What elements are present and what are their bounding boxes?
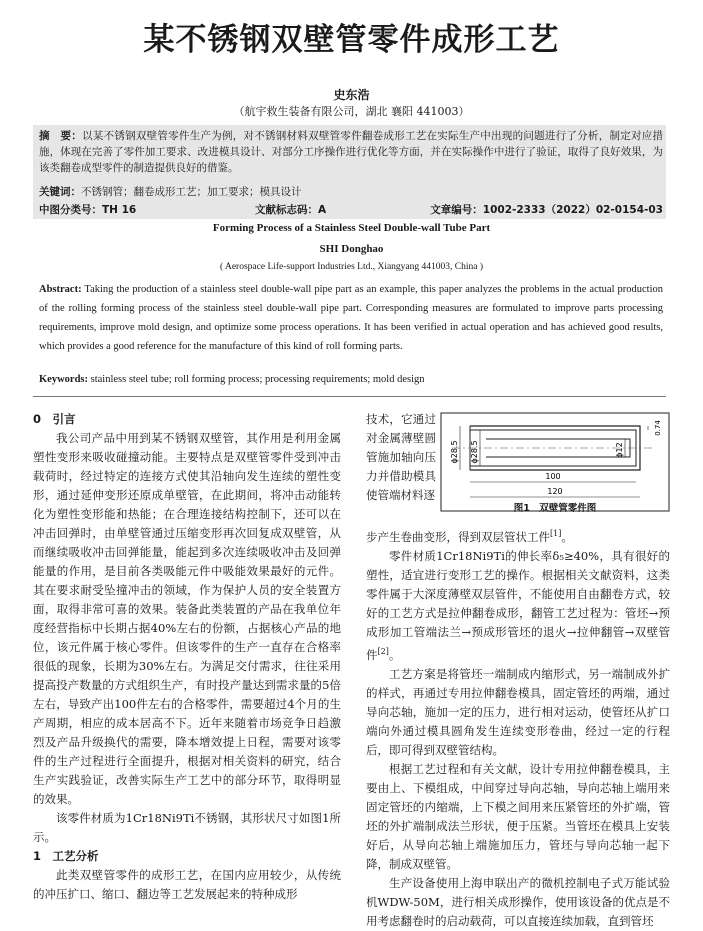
dim-outer-diameter: ϕ28.5 xyxy=(450,440,459,464)
figure-double-wall-tube xyxy=(440,412,670,512)
english-affiliation: ( Aerospace Life-support Industries Ltd., Xiangyang 441003, China ) xyxy=(219,262,484,272)
heading-process-analysis: 1 工艺分析 xyxy=(33,849,99,863)
clc-number: 中图分类号：TH 16 xyxy=(39,204,137,216)
dim-width-1: ϕ28.5 xyxy=(470,440,479,464)
wrap-end-text: 步产生卷曲变形，得到双层管状工件 xyxy=(366,529,550,544)
heading-introduction: 0 引言 xyxy=(33,412,76,426)
intro-paragraph-2: 该零件材质为1Cr18Ni9Ti不锈钢，其形状尺寸如图1所示。 xyxy=(33,811,341,844)
author: 史东浩 xyxy=(333,88,370,102)
dim-inner-diameter: ϕ12 xyxy=(615,442,624,458)
analysis-paragraph-1: 此类双壁管零件的成形工艺，在国内应用较少，从传统的冲压扩口、缩口、翻边等工艺发展起来的特种成形 xyxy=(33,868,341,901)
equipment-paragraph: 生产设备使用上海申联出产的微机控制电子式万能试验机WDW-50M，进行相关成形操作，使用该设备的优点是不用考虑翻卷时的启动载荷，可以直接连续加载，直到管坯 xyxy=(366,875,670,928)
left-column xyxy=(33,410,341,904)
abstract-en-text: Taking the production of a stainless steel double-wall pipe part as an example, this paper analyzes the problems in the actual production of the rolling forming process of the stainless steel double-wall pipe part. Corresponding measures are formulated to improve parts processing requirements, improve mold design, and optimize some process operations. It has been verified in actual operation and has achieved good results, which provides a good reference for the manufacture of this kind of roll forming parts. xyxy=(39,284,663,352)
keywords-zh-label: 关键词： xyxy=(39,186,81,198)
reference-1: [1] xyxy=(550,529,562,538)
figure-caption: 图1 双壁管零件图 xyxy=(513,503,597,514)
paper-title: 某不锈钢双壁管零件成形工艺 xyxy=(143,22,560,58)
material-paragraph: 零件材质1Cr18Ni9Ti的伸长率δ₅≥40%，具有很好的塑性，适宜进行变形工艺的操作。根据相关文献资料，这类零件属于大深度薄壁双层管件，不能使用自由翻卷方式，较好的工艺方式是拉伸翻卷成形，翻管工艺过程为：管坯→预成形加工管端法兰→预成形管坯的退火→拉伸翻管→双壁管件[2]。 xyxy=(366,548,670,662)
english-author: SHI Donghao xyxy=(319,243,384,255)
keywords-zh-text: 不锈钢管；翻卷成形工艺；加工要求；模具设计 xyxy=(81,186,302,198)
section-divider xyxy=(33,396,666,397)
abstract-en-label: Abstract: xyxy=(39,284,82,295)
abstract-zh-text: 以某不锈钢双壁管零件生产为例，对不锈钢材料双壁管零件翻卷成形工艺在实际生产中出现的问题进行了分析，制定对应措施，体现在完善了零件加工要求、改进模具设计、对部分工序操作进行优化等方面，并在实际操作中进行了验证，取得了良好效果，为该类翻卷成型零件的制造提供良好的借鉴。 xyxy=(39,130,664,174)
dim-wall-thickness: 0.74 xyxy=(654,420,662,436)
keywords-en-label: Keywords: xyxy=(39,374,88,385)
article-number: 文章编号：1002-2333（2022）02-0154-03 xyxy=(430,204,663,216)
material-text: 零件材质1Cr18Ni9Ti的伸长率δ₅≥40%，具有很好的塑性，适宜进行变形工艺的操作。根据相关文献资料，这类零件属于大深度薄壁双层管件，不能使用自由翻卷方式，较好的工艺方式是拉伸翻卷成形，翻管工艺过程为：管坯→预成形加工管端法兰→预成形管坯的退火→拉伸翻管→双壁管件 xyxy=(366,548,670,662)
dim-length-120: 120 xyxy=(547,487,563,496)
reference-2: [2] xyxy=(377,646,389,656)
abstract-zh-label: 摘 要： xyxy=(39,130,83,142)
intro-paragraph-1: 我公司产品中用到某不锈钢双壁管，其作用是利用金属塑性变形来吸收碰撞动能。主要特点是双壁管零件受到冲击载荷时，经过特定的连接方式使其沿轴向发生连续的塑性变形，通过延伸变形还原成单壁管，在此期间，将冲击动能转化为塑性变形能和热能；在合理连接结构控制下，还可以在冲击回弹时，由单壁管通过压缩变形再次回复成双壁管，从而继续吸收冲击回弹能量，能起到多次连续吸收冲击及回弹能量的作用，是目前各类吸能元件中吸能效果最好的元件。其在要求耐受坠撞冲击的领域，作为保护人员的安全装置方面，取得非常可喜的效果。装备此类装置的产品在我单位年度经营指标中长期占据40%左右的份额，占据核心产品的地位，该元件属于核心零件。但该零件的生产一直存在合格率很低的现象，长期为30%左右。为满足交付需求，往往采用提高投产数量的方式组织生产，有时投产量达到需求量的5倍左右，导致产出100件左右的合格零件，需要超过4个月的生产周期，相应的成本居高不下。近年来随着市场竞争日趋激烈及产品升级换代的需要，降本增效提上日程，需要对该零件的生产过程进行全面提升，根据对相关资料的研究，结合生产实践验证，改善实际生产工艺中的部分环节，取得明显的效果。 xyxy=(33,431,341,806)
keywords-en xyxy=(39,374,663,385)
mold-design-paragraph: 根据工艺过程和有关文献，设计专用拉伸翻卷模具，主要由上、下模组成，中间穿过导向芯轴，导向芯轴上端用来固定管坯的内缩端，上下模之间用来压紧管坯的外扩端，管坯的外扩端制成法兰形状，便于压紧。当管坯在模具上安装好后，从导向芯轴上端施加压力，管坯与导向芯轴一起下降，制成双壁管。 xyxy=(366,761,670,871)
abstract-en xyxy=(39,280,663,356)
english-title: Forming Process of a Stainless Steel Double-wall Tube Part xyxy=(212,222,491,234)
wrap-paragraph-end: 步产生卷曲变形，得到双层管状工件[1]。 xyxy=(366,529,573,544)
keywords-en-text: stainless steel tube; roll forming process; processing requirements; mold design xyxy=(88,374,425,385)
abstract-zh xyxy=(39,128,663,176)
right-column xyxy=(366,524,670,931)
process-plan-paragraph: 工艺方案是将管坯一端制成内缩形式，另一端制成外扩的样式，再通过专用拉伸翻卷模具，固定管坯的两端，通过导向芯轴，施加一定的压力，进行相对运动，使管坯从扩口端向外通过模具圆角发生连续变形卷曲，经过一定的行程后，即可得到双壁管结构。 xyxy=(366,666,670,757)
affiliation: （航宇救生装备有限公司，湖北 襄阳 441003） xyxy=(233,105,470,118)
dim-length-100: 100 xyxy=(545,472,561,481)
document-code: 文献标志码：A xyxy=(255,204,327,216)
right-wrap-text xyxy=(366,410,436,505)
wrap-paragraph: 技术，它通过对金属薄壁圆管施加轴向压力并借助模具使管端材料逐 xyxy=(366,412,436,502)
keywords-zh xyxy=(39,184,663,200)
